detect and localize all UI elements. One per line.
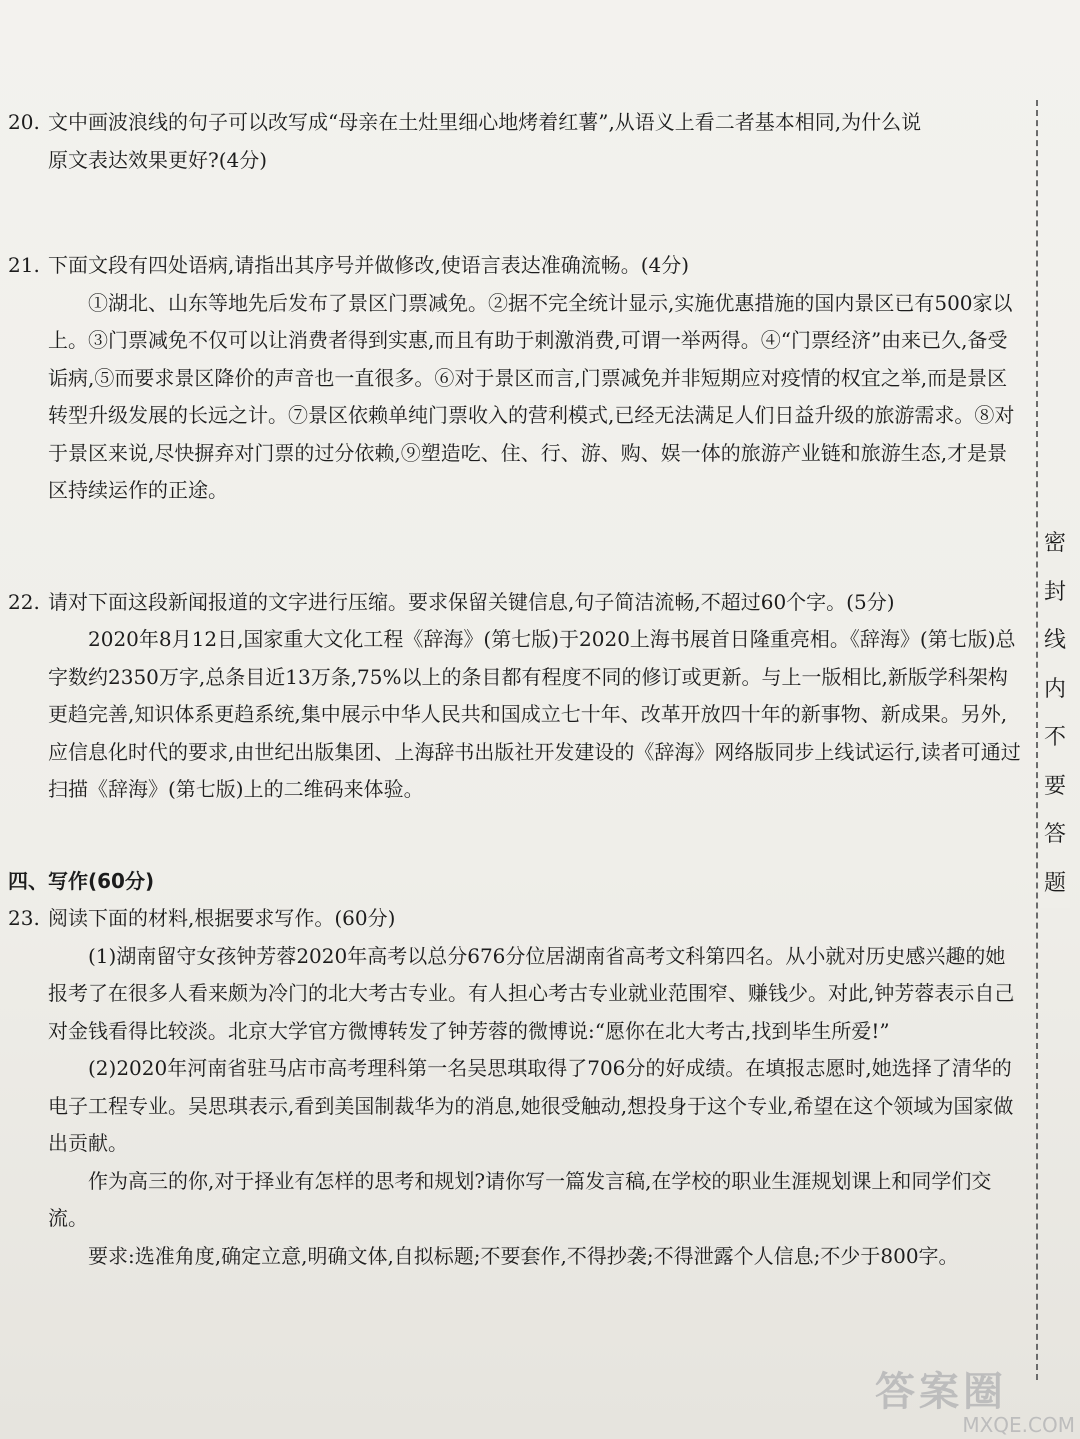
seal-char: 要 [1043,773,1066,799]
seal-char: 不 [1043,725,1066,750]
question-prompt-cont: 原文表达效果更好?(4分) [48,147,268,172]
seal-char: 封 [1043,579,1066,605]
question-22 [8,584,1023,809]
writing-requirements: 要求:选准角度,确定立意,明确文体,自拟标题;不要套作,不得抄袭;不得泄露个人信息;不少于800字。 [88,1243,959,1268]
question-prompt: 阅读下面的材料,根据要求写作。(60分) [48,906,396,930]
seal-char: 线 [1043,628,1066,653]
seal-char: 答 [1043,822,1066,847]
question-prompt: 请对下面这段新闻报道的文字进行压缩。要求保留关键信息,句子简洁流畅,不超过60个字。(5分) [48,589,895,614]
section-heading: 四、写作(60分) [8,868,155,893]
material-1: (1)湖南留守女孩钟芳蓉2020年高考以总分676分位居湖南省高考文科第四名。从小就对历史感兴趣的她报考了在很多人看来颇为冷门的北大考古专业。有人担心考古专业就业范围窄、赚钱少。对此,钟芳蓉表示自己对金钱看得比较淡。北京大学官方微博转发了钟芳蓉的微博说:“愿你在北大考古,找到毕生所爱!” [48,943,1015,1043]
seal-char: 题 [1043,870,1066,896]
question-prompt: 下面文段有四处语病,请指出其序号并做修改,使语言表达准确流畅。(4分) [48,253,690,277]
question-21 [8,247,1023,510]
writing-task: 作为高三的你,对于择业有怎样的思考和规划?请你写一篇发言稿,在学校的职业生涯规划课上和同学们交流。 [48,1168,992,1230]
question-number: 20. [8,110,40,134]
question-number: 21. [8,253,40,277]
watermark-logo: 答案圈 MXQE.COM [875,1369,1075,1437]
seal-char: 内 [1043,676,1066,702]
seal-char: 密 [1043,531,1066,556]
material-2: (2)2020年河南省驻马店市高考理科第一名吴思琪取得了706分的好成绩。在填报志愿时,她选择了清华的电子工程专业。吴思琪表示,看到美国制裁华为的消息,她很受触动,想投身于这个专业,希望在这个领域为国家做出贡献。 [48,1056,1014,1155]
section-writing [8,863,1023,901]
seal-line-notice [1040,520,1070,908]
exam-content [8,104,1023,1275]
question-number: 23. [8,906,40,930]
question-23 [8,900,1023,1275]
question-number: 22. [8,589,40,614]
seal-dashed-line [1036,100,1038,1380]
question-20 [8,104,1023,179]
passage-text: 2020年8月12日,国家重大文化工程《辞海》(第七版)于2020上海书展首日隆重亮相。《辞海》(第七版)总字数约2350万字,总条目近13万条,75%以上的条目都有程度不同的修订或更新。与上一版相比,新版学科架构更趋完善,知识体系更趋系统,集中展示中华人民共和国成立七十年、改革开放四十年的新事物、新成果。另外,应信息化时代的要求,由世纪出版集团、上海辞书出版社开发建设的《辞海》网络版同步上线试运行,读者可通过扫描《辞海》(第七版)上的二维码来体验。 [48,627,1021,801]
question-prompt: 文中画波浪线的句子可以改写成“母亲在土灶里细心地烤着红薯”,从语义上看二者基本相同,为什么说 [48,110,922,134]
passage-text: ①湖北、山东等地先后发布了景区门票减免。②据不完全统计显示,实施优惠措施的国内景区已有500家以上。③门票减免不仅可以让消费者得到实惠,而且有助于刺激消费,可谓一举两得。④“门票经济”由来已久,备受诟病,⑤而要求景区降价的声音也一直很多。⑥对于景区而言,门票减免并非短期应对疫情的权宜之举,而是景区转型升级发展的长远之计。⑦景区依赖单纯门票收入的营利模式,已经无法满足人们日益升级的旅游需求。⑧对于景区来说,尽快摒弃对门票的过分依赖,⑨塑造吃、住、行、游、购、娱一体的旅游产业链和旅游生态,才是景区持续运作的正途。 [48,290,1015,502]
